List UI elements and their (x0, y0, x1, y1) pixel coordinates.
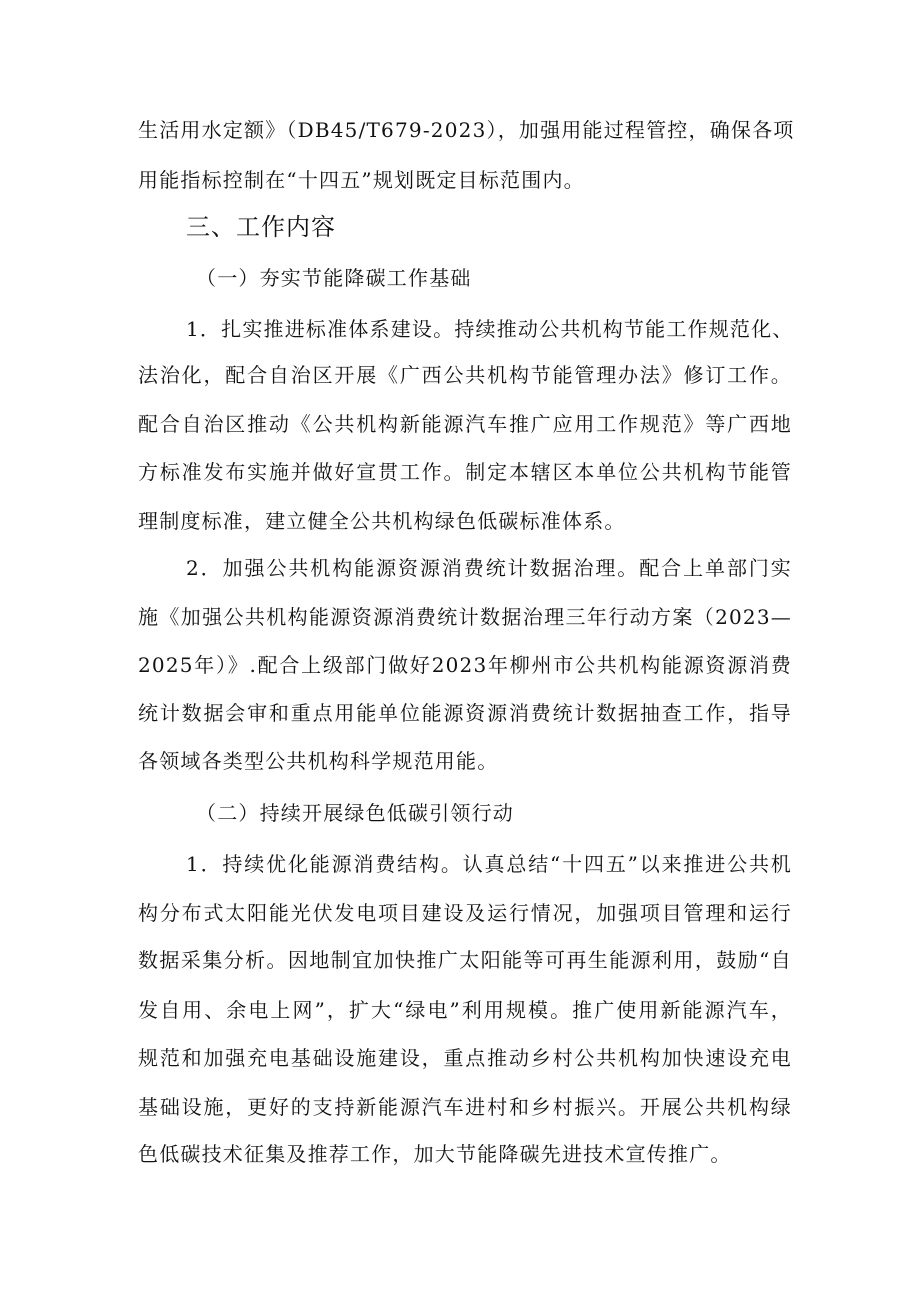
s1-item1-line-5: 理制度标准，建立健全公共机构绿色低碳标准体系。 (138, 509, 626, 533)
s2-item1-line-5: 规范和加强充电基础设施建设，重点推动乡村公共机构加快速设充电 (138, 1046, 792, 1070)
section-title: 三、工作内容 (186, 213, 336, 241)
s1-item2-line-4: 统计数据会审和重点用能单位能源资源消费统计数据抽查工作，指导 (138, 701, 792, 725)
s2-item1-line-3: 数据采集分析。因地制宜加快推广太阳能等可再生能源利用，鼓励“自 (138, 948, 792, 972)
intro-line-1: 生活用水定额》（DB45/T679-2023），加强用能过程管控，确保各项 (138, 118, 795, 142)
s1-item2-line-5: 各领域各类型公共机构科学规范用能。 (138, 749, 499, 773)
s2-item1-line-7: 色低碳技术征集及推荐工作，加大节能降碳先进技术宣传推广。 (138, 1142, 732, 1166)
s1-item2-line-1: 2．加强公共机构能源资源消费统计数据治理。配合上单部门实 (186, 556, 792, 580)
s2-item1-line-1: 1．持续优化能源消费结构。认真总结“十四五”以来推进公共机 (186, 852, 792, 876)
intro-line-2: 用能指标控制在“十四五”规划既定目标范围内。 (138, 168, 585, 192)
s1-item2-line-2: 施《加强公共机构能源资源消费统计数据治理三年行动方案（2023— (138, 605, 792, 629)
s1-item1-line-4: 方标准发布实施并做好宣贯工作。制定本辖区本单位公共机构节能管 (138, 460, 792, 484)
s1-item1-line-2: 法治化，配合自治区开展《广西公共机构节能管理办法》修订工作。 (138, 363, 792, 387)
s1-item1-line-3: 配合自治区推动《公共机构新能源汽车推广应用工作规范》等广西地 (138, 412, 792, 436)
s2-item1-line-2: 构分布式太阳能光伏发电项目建设及运行情况，加强项目管理和运行 (138, 901, 792, 925)
s1-item1-line-1: 1．扎实推进标准体系建设。持续推动公共机构节能工作规范化、 (186, 317, 794, 341)
s2-item1-line-6: 基础设施，更好的支持新能源汽车进村和乡村振兴。开展公共机构绿 (138, 1095, 792, 1119)
subsection-2-title: （二）持续开展绿色低碳引领行动 (196, 801, 514, 825)
subsection-1-title: （一）夯实节能降碳工作基础 (196, 266, 472, 290)
s1-item2-line-3: 2025年）》.配合上级部门做好2023年柳州市公共机构能源资源消费 (138, 653, 792, 677)
s2-item1-line-4: 发自用、余电上网”，扩大“绿电”利用规模。推广使用新能源汽车， (138, 998, 792, 1022)
